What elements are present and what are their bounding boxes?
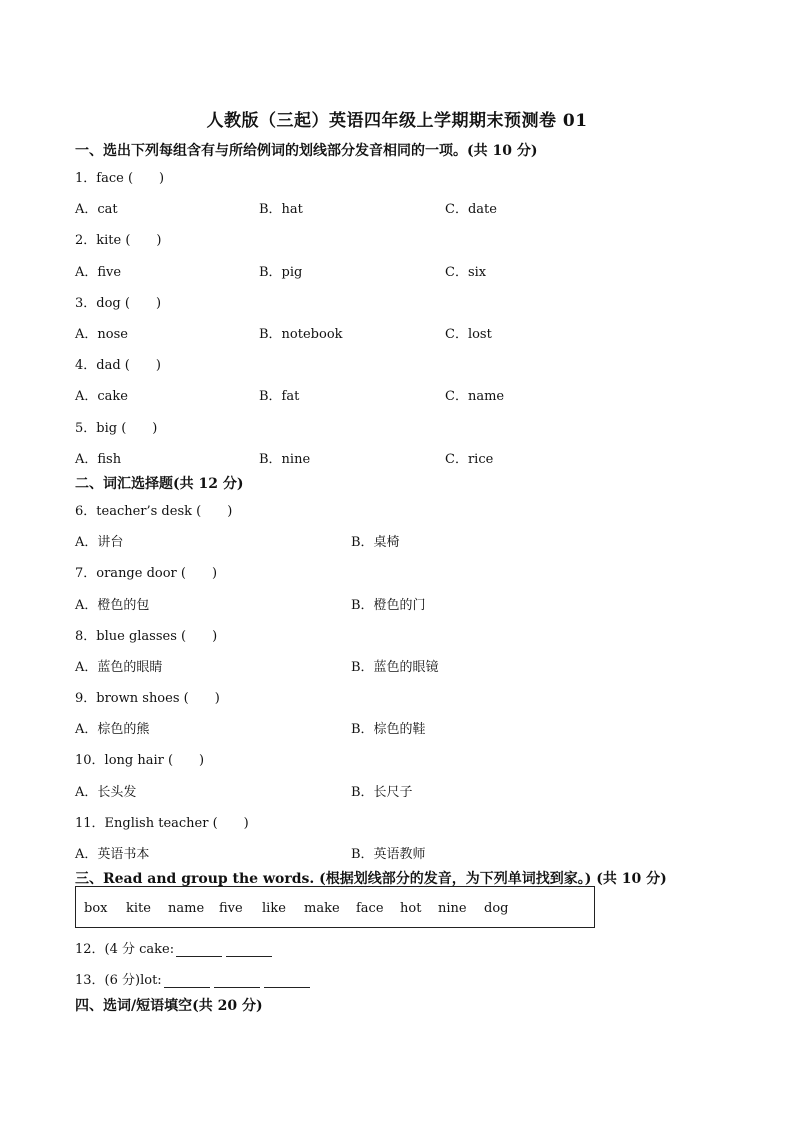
word-bank-item: make	[304, 901, 340, 916]
question-11-stem: 11．English teacher ( )	[75, 816, 249, 831]
question-5-option-c[interactable]: C．rice	[445, 452, 494, 467]
question-10-option-a[interactable]: A．长头发	[75, 785, 137, 800]
question-12	[75, 938, 272, 957]
question-2-option-c[interactable]: C．six	[445, 265, 487, 280]
word-bank-item: dog	[484, 901, 509, 916]
question-5-stem: 5．big ( )	[75, 421, 158, 436]
question-4-option-c[interactable]: C．name	[445, 389, 505, 404]
question-4-option-a[interactable]: A．cake	[75, 389, 128, 404]
word-bank-item: box	[84, 901, 108, 916]
question-1-option-a[interactable]: A．cat	[75, 202, 118, 217]
question-4-option-b[interactable]: B．fat	[259, 389, 300, 404]
question-11-option-a[interactable]: A．英语书本	[75, 847, 150, 862]
question-13-stem: 13．(6 分)lot:	[75, 973, 162, 988]
word-bank-item: face	[356, 901, 384, 916]
question-1-stem: 1．face ( )	[75, 171, 165, 186]
section-2-heading: 二、词汇选择题(共 12 分)	[75, 476, 244, 492]
section-3-heading: 三、Read and group the words. (根据划线部分的发音，为下列单词找到家。) (共 10 分)	[75, 871, 667, 887]
word-bank-item: five	[219, 901, 243, 916]
answer-blank[interactable]	[164, 975, 210, 988]
question-5-option-b[interactable]: B．nine	[259, 452, 311, 467]
question-3-option-b[interactable]: B．notebook	[259, 327, 343, 342]
question-12-stem: 12．(4 分 cake:	[75, 942, 175, 957]
answer-blank[interactable]	[176, 944, 222, 957]
question-7-stem: 7．orange door ( )	[75, 566, 218, 581]
word-bank-item: hot	[400, 901, 422, 916]
question-2-option-a[interactable]: A．five	[75, 265, 122, 280]
question-2-option-b[interactable]: B．pig	[259, 265, 303, 280]
question-8-option-a[interactable]: A．蓝色的眼睛	[75, 660, 163, 675]
question-13	[75, 969, 310, 988]
word-bank-box	[75, 886, 595, 928]
word-bank-item: nine	[438, 901, 467, 916]
word-bank-item: name	[168, 901, 205, 916]
question-6-stem: 6．teacher’s desk ( )	[75, 504, 233, 519]
question-3-stem: 3．dog ( )	[75, 296, 162, 311]
question-1-option-b[interactable]: B．hat	[259, 202, 303, 217]
question-4-stem: 4．dad ( )	[75, 358, 161, 373]
word-bank-item: kite	[126, 901, 151, 916]
question-3-option-c[interactable]: C．lost	[445, 327, 492, 342]
answer-blank[interactable]	[264, 975, 310, 988]
word-bank-item: like	[262, 901, 286, 916]
answer-blank[interactable]	[226, 944, 272, 957]
page-title: 人教版（三起）英语四年级上学期期末预测卷 01	[206, 111, 588, 131]
question-9-option-a[interactable]: A．棕色的熊	[75, 722, 150, 737]
question-10-stem: 10．long hair ( )	[75, 753, 205, 768]
question-5-option-a[interactable]: A．fish	[75, 452, 122, 467]
question-11-option-b[interactable]: B．英语教师	[351, 847, 426, 862]
question-6-option-b[interactable]: B．桌椅	[351, 535, 400, 550]
question-7-option-b[interactable]: B．橙色的门	[351, 598, 426, 613]
question-9-option-b[interactable]: B．棕色的鞋	[351, 722, 426, 737]
question-8-option-b[interactable]: B．蓝色的眼镜	[351, 660, 439, 675]
question-2-stem: 2．kite ( )	[75, 233, 162, 248]
question-8-stem: 8．blue glasses ( )	[75, 629, 218, 644]
question-6-option-a[interactable]: A．讲台	[75, 535, 124, 550]
question-7-option-a[interactable]: A．橙色的包	[75, 598, 150, 613]
question-1-option-c[interactable]: C．date	[445, 202, 497, 217]
answer-blank[interactable]	[214, 975, 260, 988]
section-4-heading: 四、选词/短语填空(共 20 分)	[75, 998, 263, 1014]
question-3-option-a[interactable]: A．nose	[75, 327, 128, 342]
section-1-heading: 一、选出下列每组含有与所给例词的划线部分发音相同的一项。(共 10 分)	[75, 143, 538, 159]
question-10-option-b[interactable]: B．长尺子	[351, 785, 413, 800]
question-9-stem: 9．brown shoes ( )	[75, 691, 220, 706]
